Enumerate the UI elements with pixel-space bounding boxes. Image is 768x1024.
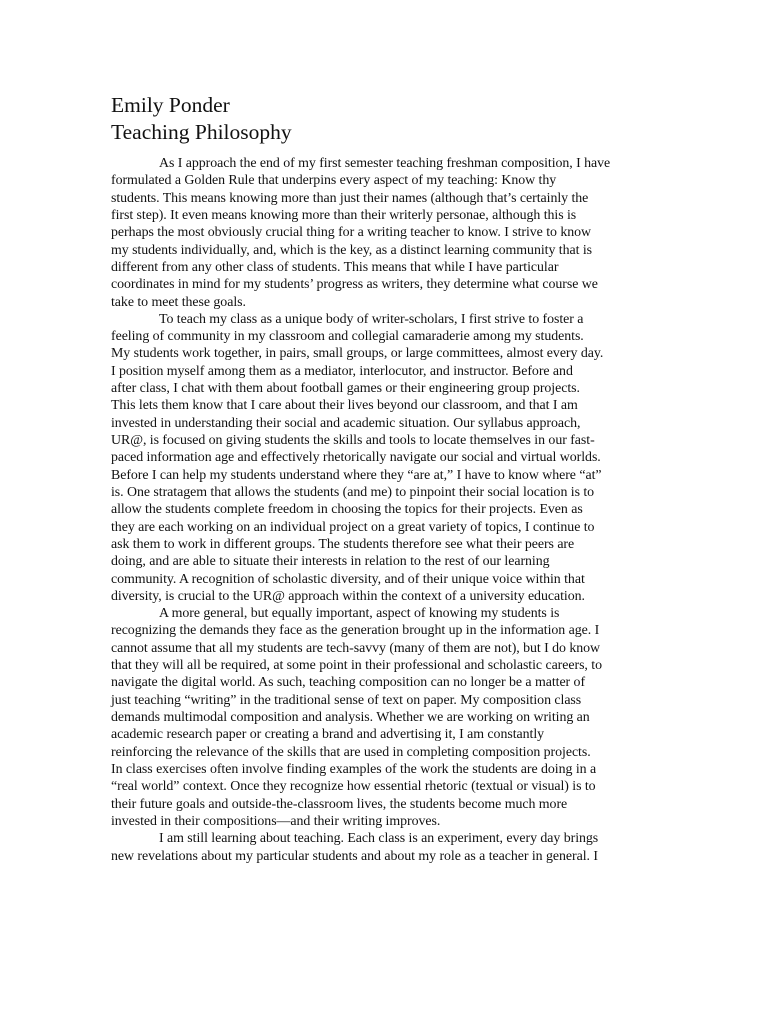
paragraph-line: new revelations about my particular students and about my role as a teacher in general. I	[111, 848, 598, 864]
paragraph-line: they are each working on an individual project on a great variety of topics, I continue to	[111, 519, 595, 535]
paragraph-line: feeling of community in my classroom and collegial camaraderie among my students.	[111, 329, 584, 345]
paragraph	[111, 311, 656, 605]
paragraph-line: demands multimodal composition and analysis. Whether we are working on writing an	[111, 710, 590, 725]
paragraph-line: My students work together, in pairs, small groups, or large committees, almost every day.	[111, 346, 604, 362]
body-text	[111, 155, 656, 865]
paragraph-line: different from any other class of students. This means that while I have particular	[111, 259, 559, 275]
paragraph	[111, 155, 656, 311]
paragraph-line: I am still learning about teaching. Each class is an experiment, every day brings	[159, 831, 599, 847]
paragraph-line: students. This means knowing more than just their names (although that’s certainly the	[111, 190, 589, 206]
paragraph-line: perhaps the most obviously crucial thing for a writing teacher to know. I strive to know	[111, 225, 591, 241]
paragraph-line: their future goals and outside-the-classroom lives, the students become much more	[111, 796, 568, 812]
document-heading	[111, 92, 671, 146]
paragraph-line: academic research paper or creating a brand and advertising it, I am constantly	[111, 727, 545, 743]
paragraph-line: take to meet these goals.	[111, 294, 246, 310]
paragraph-line: invested in their compositions—and their writing improves.	[111, 813, 441, 829]
paragraph-line: first step). It even means knowing more than their writerly personae, although this is	[111, 207, 577, 223]
paragraph-line: allow the students complete freedom in choosing the topics for their projects. Even as	[111, 502, 583, 518]
paragraph-line: my students individually, and, which is the key, as a distinct learning community that is	[111, 242, 593, 258]
paragraph-line: In class exercises often involve finding examples of the work the students are doing in a	[111, 761, 597, 777]
paragraph-line: “real world” context. Once they recognize how essential rhetoric (textual or visual) is to	[111, 779, 596, 795]
paragraph-line: after class, I chat with them about football games or their engineering group projects.	[111, 381, 580, 397]
paragraph-line: To teach my class as a unique body of writer-scholars, I first strive to foster a	[159, 311, 584, 327]
paragraph-line: that they will all be required, at some point in their professional and scholastic careers, to	[111, 658, 602, 674]
paragraph-line: paced information age and effectively rhetorically navigate our social and virtual worlds.	[111, 450, 601, 466]
paragraph-line: cannot assume that all my students are tech-savvy (many of them are not), but I do know	[111, 640, 601, 656]
paragraph	[111, 830, 656, 865]
paragraph-line: recognizing the demands they face as the generation brought up in the information age. I	[111, 623, 600, 639]
author-name: Emily Ponder	[111, 93, 230, 117]
paragraph-line: diversity, is crucial to the UR@ approach within the context of a university education.	[111, 588, 585, 604]
paragraph-line: I position myself among them as a mediator, interlocutor, and instructor. Before and	[111, 363, 573, 379]
paragraph-line: ask them to work in different groups. The students therefore see what their peers are	[111, 536, 575, 552]
paragraph-line: community. A recognition of scholastic diversity, and of their unique voice within that	[111, 571, 585, 587]
document-title: Teaching Philosophy	[111, 120, 292, 144]
paragraph-line: navigate the digital world. As such, teaching composition can no longer be a matter of	[111, 675, 586, 691]
paragraph-line: This lets them know that I care about their lives beyond our classroom, and that I am	[111, 398, 578, 414]
paragraph	[111, 605, 656, 830]
paragraph-line: doing, and are able to situate their interests in relation to the rest of our learning	[111, 554, 550, 570]
paragraph-line: coordinates in mind for my students’ progress as writers, they determine what course we	[111, 277, 598, 293]
paragraph-line: UR@, is focused on giving students the skills and tools to locate themselves in our fast-	[111, 433, 595, 448]
paragraph-line: A more general, but equally important, aspect of knowing my students is	[159, 606, 560, 622]
paragraph-line: formulated a Golden Rule that underpins every aspect of my teaching: Know thy	[111, 173, 557, 189]
paragraph-line: just teaching “writing” in the traditional sense of text on paper. My composition class	[111, 692, 582, 708]
paragraph-line: is. One stratagem that allows the students (and me) to pinpoint their social location is to	[111, 484, 595, 500]
paragraph-line: invested in understanding their social and academic situation. Our syllabus approach,	[111, 415, 581, 431]
paragraph-line: As I approach the end of my first semester teaching freshman composition, I have	[159, 156, 611, 171]
paragraph-line: reinforcing the relevance of the skills that are used in completing composition projects.	[111, 744, 591, 760]
paragraph-line: Before I can help my students understand where they “are at,” I have to know where “at”	[111, 467, 602, 483]
